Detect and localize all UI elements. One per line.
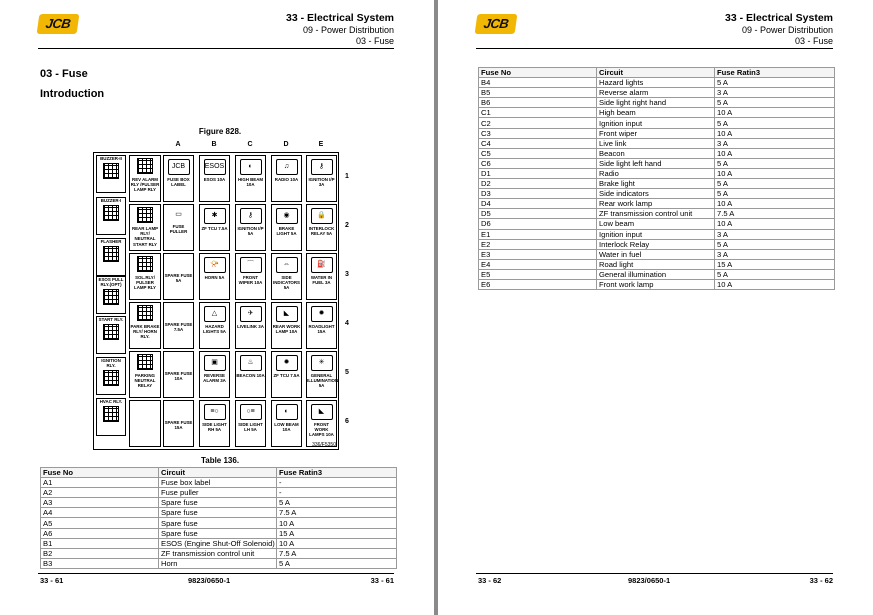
relay-label: PARKING NEUTRAL RELAY (134, 373, 156, 389)
fuse-symbol-icon: ⛽ (311, 257, 333, 273)
header-rule (476, 48, 833, 49)
relay-label: HVAC RLY. (99, 399, 123, 404)
table-cell: 3 A (715, 88, 835, 98)
fuse-symbol-icon: ✈ (240, 306, 262, 322)
table-row (479, 199, 835, 209)
table-cell: ESOS (Engine Shut-Off Solenoid) (159, 538, 277, 548)
fuse-box-diagram (93, 141, 349, 450)
footer-page-right: 33 - 62 (809, 576, 833, 585)
fuse-cell (271, 204, 302, 251)
fuse-cell (306, 155, 337, 202)
table-cell: E3 (479, 249, 597, 259)
table-cell: D4 (479, 199, 597, 209)
table-cell: Side light left hand (597, 158, 715, 168)
table-cell: 5 A (715, 78, 835, 88)
table-cell: 5 A (715, 118, 835, 128)
jcb-logo: JCB (37, 14, 80, 34)
fuse-label: BEACON 10A (236, 373, 265, 378)
fuse-cell (235, 400, 266, 447)
table-cell: 3 A (715, 249, 835, 259)
table-cell: 10 A (277, 538, 397, 548)
table-cell: ZF transmission control unit (159, 548, 277, 558)
fuse-label: LIVELINK 3A (237, 324, 264, 329)
fuse-cell (199, 302, 230, 349)
table-cell: Horn (159, 558, 277, 568)
table-row (479, 138, 835, 148)
fuse-symbol-icon: ▣ (204, 355, 226, 371)
table-cell: B1 (41, 538, 159, 548)
table-cell: - (277, 478, 397, 488)
fuse-symbol-icon (169, 257, 189, 271)
fuse-symbol-icon: ⇔ (276, 257, 298, 273)
table-cell: C6 (479, 158, 597, 168)
table-cell: A5 (41, 518, 159, 528)
relay-slot (129, 400, 161, 447)
table-cell: Ignition input (597, 118, 715, 128)
footer-page-left: 33 - 61 (40, 576, 64, 585)
fuse-label: SIDE LIGHT LH 5A (238, 422, 263, 433)
fuse-symbol-icon (169, 355, 189, 369)
figure-caption: Figure 828. (198, 127, 242, 136)
fuse-label: GENERAL ILLUMINATION 5A (307, 373, 339, 389)
table-cell: 10 A (715, 199, 835, 209)
table-cell: 10 A (277, 518, 397, 528)
fuse-symbol-icon: ♨ (240, 355, 262, 371)
fuse-cell (199, 253, 230, 300)
table-cell: Fuse box label (159, 478, 277, 488)
right-page (438, 0, 873, 615)
table-cell: Hazard lights (597, 78, 715, 88)
relay-pins-icon (103, 289, 119, 305)
fuse-cell (271, 155, 302, 202)
fuse-cell (199, 204, 230, 251)
fuse-label: REVERSE ALARM 3A (203, 373, 226, 384)
table-row (41, 548, 397, 558)
relay-pins-icon (103, 370, 119, 386)
fuse-label: HIGH BEAM 10A (237, 177, 264, 188)
table-cell: 5 A (715, 98, 835, 108)
relay-slot (96, 316, 126, 354)
table-cell: 5 A (715, 158, 835, 168)
fuse-cell (271, 400, 302, 447)
footer-rule (38, 573, 394, 574)
fuse-label: HAZARD LIGHTS 5A (203, 324, 226, 335)
fuse-symbol-icon: JCB (168, 159, 190, 175)
relay-slot (129, 155, 161, 202)
table-cell: 10 A (715, 219, 835, 229)
relay-slot (129, 351, 161, 398)
fuse-cell (306, 400, 337, 447)
fuse-symbol-icon: ✱ (204, 208, 226, 224)
table-cell: D6 (479, 219, 597, 229)
table-cell: 10 A (715, 279, 835, 289)
table-cell: B6 (479, 98, 597, 108)
table-cell: B3 (41, 558, 159, 568)
table-cell: 5 A (715, 239, 835, 249)
table-row (479, 118, 835, 128)
table-cell: Spare fuse (159, 508, 277, 518)
fuse-symbol-icon: ♫ (276, 159, 298, 175)
fuse-symbol-icon: ◉ (276, 208, 298, 224)
table-cell: - (277, 488, 397, 498)
relay-label: START RLY. (98, 317, 124, 322)
table-cell: 5 A (277, 558, 397, 568)
table-row (479, 148, 835, 158)
relay-label: SOL.RLY/ PULSER LAMP RLY (134, 275, 156, 291)
table-cell: Low beam (597, 219, 715, 229)
relay-pins-icon (137, 207, 153, 223)
relay-slot (96, 276, 126, 314)
relay-pins-icon (103, 246, 119, 262)
fuse-symbol-icon: ◐ (276, 404, 298, 420)
fuse-symbol-icon: ▭ (175, 211, 182, 218)
table-cell: B4 (479, 78, 597, 88)
relay-slot (96, 155, 126, 193)
section-title: 03 - Fuse (40, 68, 88, 80)
relay-label: ESOS PULL RLY.(OPT) (98, 277, 124, 288)
fuse-cell (235, 204, 266, 251)
table-cell: Live link (597, 138, 715, 148)
table-row (41, 528, 397, 538)
table-cell: 15 A (715, 259, 835, 269)
table-cell: Side indicators (597, 189, 715, 199)
column-letter: C (247, 141, 253, 148)
table-row (479, 179, 835, 189)
relay-slot (96, 357, 126, 395)
fuse-symbol-icon: ⚷ (311, 159, 333, 175)
table-cell: ZF transmission control unit (597, 209, 715, 219)
table-row (41, 498, 397, 508)
table-cell: Spare fuse (159, 518, 277, 528)
relay-pins-icon (137, 305, 153, 321)
table-cell: C5 (479, 148, 597, 158)
row-number: 1 (345, 173, 349, 180)
table-cell: A6 (41, 528, 159, 538)
table-cell: Fuse puller (159, 488, 277, 498)
relay-label: BUZZER-II (100, 156, 122, 161)
fuse-symbol-icon: ESOS (204, 159, 226, 175)
table-row (479, 249, 835, 259)
column-header: Fuse No (479, 68, 597, 78)
fuse-symbol-icon: ◣ (276, 306, 298, 322)
fuse-label: LOW BEAM 10A (274, 422, 299, 433)
table-row (479, 128, 835, 138)
fuse-label: IGNITION I/P 3A (308, 177, 335, 188)
fuse-symbol-icon: ✹ (311, 306, 333, 322)
fuse-label: FRONT WIPER 10A (238, 275, 263, 286)
fuse-cell (235, 253, 266, 300)
table-cell: Spare fuse (159, 498, 277, 508)
relay-pins-icon (103, 324, 119, 340)
fuse-cell (199, 351, 230, 398)
table-cell: Rear work lamp (597, 199, 715, 209)
fuse-label: SPARE FUSE 15A (164, 420, 193, 431)
table-row (479, 168, 835, 178)
table-row (479, 229, 835, 239)
relay-label: REV ALARM RLY /PULSER LAMP RLY (130, 177, 160, 193)
fuse-symbol-icon: 📯 (204, 257, 226, 273)
fuse-cell (163, 302, 194, 349)
fuse-symbol-icon: △ (204, 306, 226, 322)
table-cell: 5 A (715, 269, 835, 279)
table-cell: 10 A (715, 108, 835, 118)
column-header: Fuse No (41, 468, 159, 478)
table-cell: 15 A (277, 528, 397, 538)
table-row (479, 259, 835, 269)
subsection-title: Introduction (40, 88, 105, 100)
relay-pins-icon (103, 205, 119, 221)
table-cell: General illumination (597, 269, 715, 279)
row-number: 2 (345, 222, 349, 229)
table-cell: 10 A (715, 168, 835, 178)
header-subsection: 03 - Fuse (794, 36, 833, 46)
relay-pins-icon (137, 354, 153, 370)
relay-slot (129, 253, 161, 300)
relay-slot (96, 197, 126, 235)
fuse-label: SPARE FUSE 5A (164, 273, 193, 284)
fuse-table-right (478, 67, 835, 290)
table-row (41, 558, 397, 568)
table-row (479, 269, 835, 279)
fuse-label: BRAKE LIGHT 5A (276, 226, 297, 237)
row-number: 6 (345, 418, 349, 425)
table-cell: E4 (479, 259, 597, 269)
column-header: Fuse Ratin3 (277, 468, 397, 478)
header-title: 33 - Electrical System (286, 12, 394, 24)
table-row (41, 488, 397, 498)
page-header (286, 12, 394, 47)
table-row (479, 239, 835, 249)
table-cell: Spare fuse (159, 528, 277, 538)
fuse-label: ESOS 10A (203, 177, 226, 182)
jcb-logo: JCB (475, 14, 518, 34)
fuse-cell (163, 351, 194, 398)
table-cell: A2 (41, 488, 159, 498)
fuse-symbol-icon: ≡○ (204, 404, 226, 420)
table-cell: C1 (479, 108, 597, 118)
table-cell: D1 (479, 168, 597, 178)
table-cell: C3 (479, 128, 597, 138)
fuse-cell (235, 155, 266, 202)
fuse-symbol-icon: ◐ (240, 159, 262, 175)
fuse-cell (163, 253, 194, 300)
table-cell: 3 A (715, 138, 835, 148)
table-cell: E6 (479, 279, 597, 289)
table-cell: 10 A (715, 148, 835, 158)
table-cell: Ignition input (597, 229, 715, 239)
fuse-label: RADIO 10A (274, 177, 299, 182)
column-header: Circuit (159, 468, 277, 478)
table-row (479, 108, 835, 118)
fuse-cell (271, 351, 302, 398)
table-cell: A4 (41, 508, 159, 518)
page-header (725, 12, 833, 47)
fuse-label: REAR WORK LAMP 10A (272, 324, 301, 335)
table-row (479, 189, 835, 199)
fuse-cell (271, 302, 302, 349)
table-cell: C2 (479, 118, 597, 128)
table-cell: D2 (479, 179, 597, 189)
fuse-label: FUSE PULLER (169, 224, 188, 235)
table-cell: Reverse alarm (597, 88, 715, 98)
fuse-cell (163, 204, 194, 251)
fuse-cell (163, 155, 194, 202)
column-letter: E (318, 141, 324, 148)
header-title: 33 - Electrical System (725, 12, 833, 24)
footer-page-right: 33 - 61 (370, 576, 394, 585)
fuse-symbol-icon (169, 306, 189, 320)
table-cell: D3 (479, 189, 597, 199)
fuse-symbol-icon: ⚷ (240, 208, 262, 224)
column-letter: B (211, 141, 217, 148)
table-row (479, 219, 835, 229)
fuse-symbol-icon: 🔒 (311, 208, 333, 224)
relay-label: REAR LAMP RLY/ NEUTRAL START RLY (131, 226, 159, 247)
relay-pins-icon (103, 406, 119, 422)
footer-page-left: 33 - 62 (478, 576, 502, 585)
table-cell: 7.5 A (277, 508, 397, 518)
fuse-cell (271, 253, 302, 300)
table-row (41, 518, 397, 528)
table-cell: E5 (479, 269, 597, 279)
footer-rule (476, 573, 833, 574)
fuse-cell (163, 400, 194, 447)
header-rule (38, 48, 394, 49)
fuse-label: ZF TCU 7.5A (273, 373, 300, 378)
fuse-label: FUSE BOX LABEL (167, 177, 190, 188)
table-row (479, 78, 835, 88)
table-cell: Water in fuel (597, 249, 715, 259)
fuse-cell (235, 302, 266, 349)
fuse-symbol-icon: ✹ (276, 355, 298, 371)
fuse-symbol-icon (169, 404, 189, 418)
fuse-label: FRONT WORK LAMPS 10A (309, 422, 334, 438)
fuse-cell (306, 253, 337, 300)
fuse-label: HORN 5A (204, 275, 225, 280)
table-cell: Brake light (597, 179, 715, 189)
table-cell: 10 A (715, 128, 835, 138)
relay-label: BUZZER-I (100, 198, 122, 203)
footer-doc-number: 9823/0650-1 (628, 576, 671, 585)
row-number: 5 (345, 369, 349, 376)
table-cell: High beam (597, 108, 715, 118)
table-header-row (41, 468, 397, 478)
fuse-symbol-icon: ◣ (311, 404, 333, 420)
table-row (41, 478, 397, 488)
table-cell: A3 (41, 498, 159, 508)
figure-part-number: 336/F5350 (312, 442, 336, 448)
header-subtitle: 09 - Power Distribution (741, 25, 833, 35)
relay-pins-icon (137, 256, 153, 272)
fuse-symbol-icon: ⌒ (240, 257, 262, 273)
table-row (41, 538, 397, 548)
table-cell: Road light (597, 259, 715, 269)
table-cell: B5 (479, 88, 597, 98)
row-number: 3 (345, 271, 349, 278)
table-cell: 5 A (715, 179, 835, 189)
table-header-row (479, 68, 835, 78)
fuse-cell (235, 351, 266, 398)
table-cell: B2 (41, 548, 159, 558)
fuse-symbol-icon: ○≡ (240, 404, 262, 420)
table-row (479, 279, 835, 289)
table-cell: E1 (479, 229, 597, 239)
relay-pins-icon (137, 158, 153, 174)
fuse-cell (306, 204, 337, 251)
table-caption: Table 136. (200, 456, 240, 465)
relay-slot (129, 302, 161, 349)
fuse-cell (306, 351, 337, 398)
table-cell: D5 (479, 209, 597, 219)
relay-label: PARK BRAKE RLY/ HORN RLY. (130, 324, 160, 340)
table-cell: A1 (41, 478, 159, 488)
fuse-label: SIDE INDICATORS 5A (273, 275, 300, 291)
relay-slot (96, 238, 126, 276)
header-subsection: 03 - Fuse (355, 36, 394, 46)
fuse-label: ZF TCU 7.5A (201, 226, 228, 231)
fuse-label: IGNITION I/P 5A (237, 226, 264, 237)
column-header: Fuse Ratin3 (715, 68, 835, 78)
relay-slot (96, 398, 126, 436)
header-subtitle: 09 - Power Distribution (302, 25, 394, 35)
column-header: Circuit (597, 68, 715, 78)
fuse-label: SPARE FUSE 10A (164, 371, 193, 382)
table-row (479, 88, 835, 98)
table-row (41, 508, 397, 518)
fuse-cell (199, 400, 230, 447)
table-cell: 7.5 A (277, 548, 397, 558)
table-cell: Front work lamp (597, 279, 715, 289)
fuse-cell (199, 155, 230, 202)
fuse-symbol-icon: ✳ (311, 355, 333, 371)
table-cell: Side light right hand (597, 98, 715, 108)
fuse-label: SIDE LIGHT RH 5A (202, 422, 227, 433)
fuse-table-left (40, 467, 397, 569)
fuse-label: SPARE FUSE 7.5A (164, 322, 193, 333)
table-cell: Interlock Relay (597, 239, 715, 249)
table-cell: E2 (479, 239, 597, 249)
column-letter: D (283, 141, 289, 148)
table-cell: 5 A (277, 498, 397, 508)
table-row (479, 209, 835, 219)
fuse-cell (306, 302, 337, 349)
relay-pins-icon (103, 163, 119, 179)
table-cell: 5 A (715, 189, 835, 199)
column-letter: A (175, 141, 181, 148)
fuse-label: WATER IN FUEL 3A (310, 275, 333, 286)
footer-doc-number: 9823/0650-1 (188, 576, 231, 585)
relay-slot (129, 204, 161, 251)
fuse-label: INTERLOCK RELAY 5A (308, 226, 335, 237)
table-cell: Beacon (597, 148, 715, 158)
table-row (479, 98, 835, 108)
table-row (479, 158, 835, 168)
table-cell: Radio (597, 168, 715, 178)
table-cell: C4 (479, 138, 597, 148)
relay-label: FLASHER (100, 239, 122, 244)
left-page (0, 0, 434, 615)
table-cell: 3 A (715, 229, 835, 239)
fuse-label: ROADLIGHT 15A (308, 324, 335, 335)
relay-label: IGNITION RLY. (101, 358, 121, 369)
table-cell: 7.5 A (715, 209, 835, 219)
table-cell: Front wiper (597, 128, 715, 138)
row-number: 4 (345, 320, 349, 327)
